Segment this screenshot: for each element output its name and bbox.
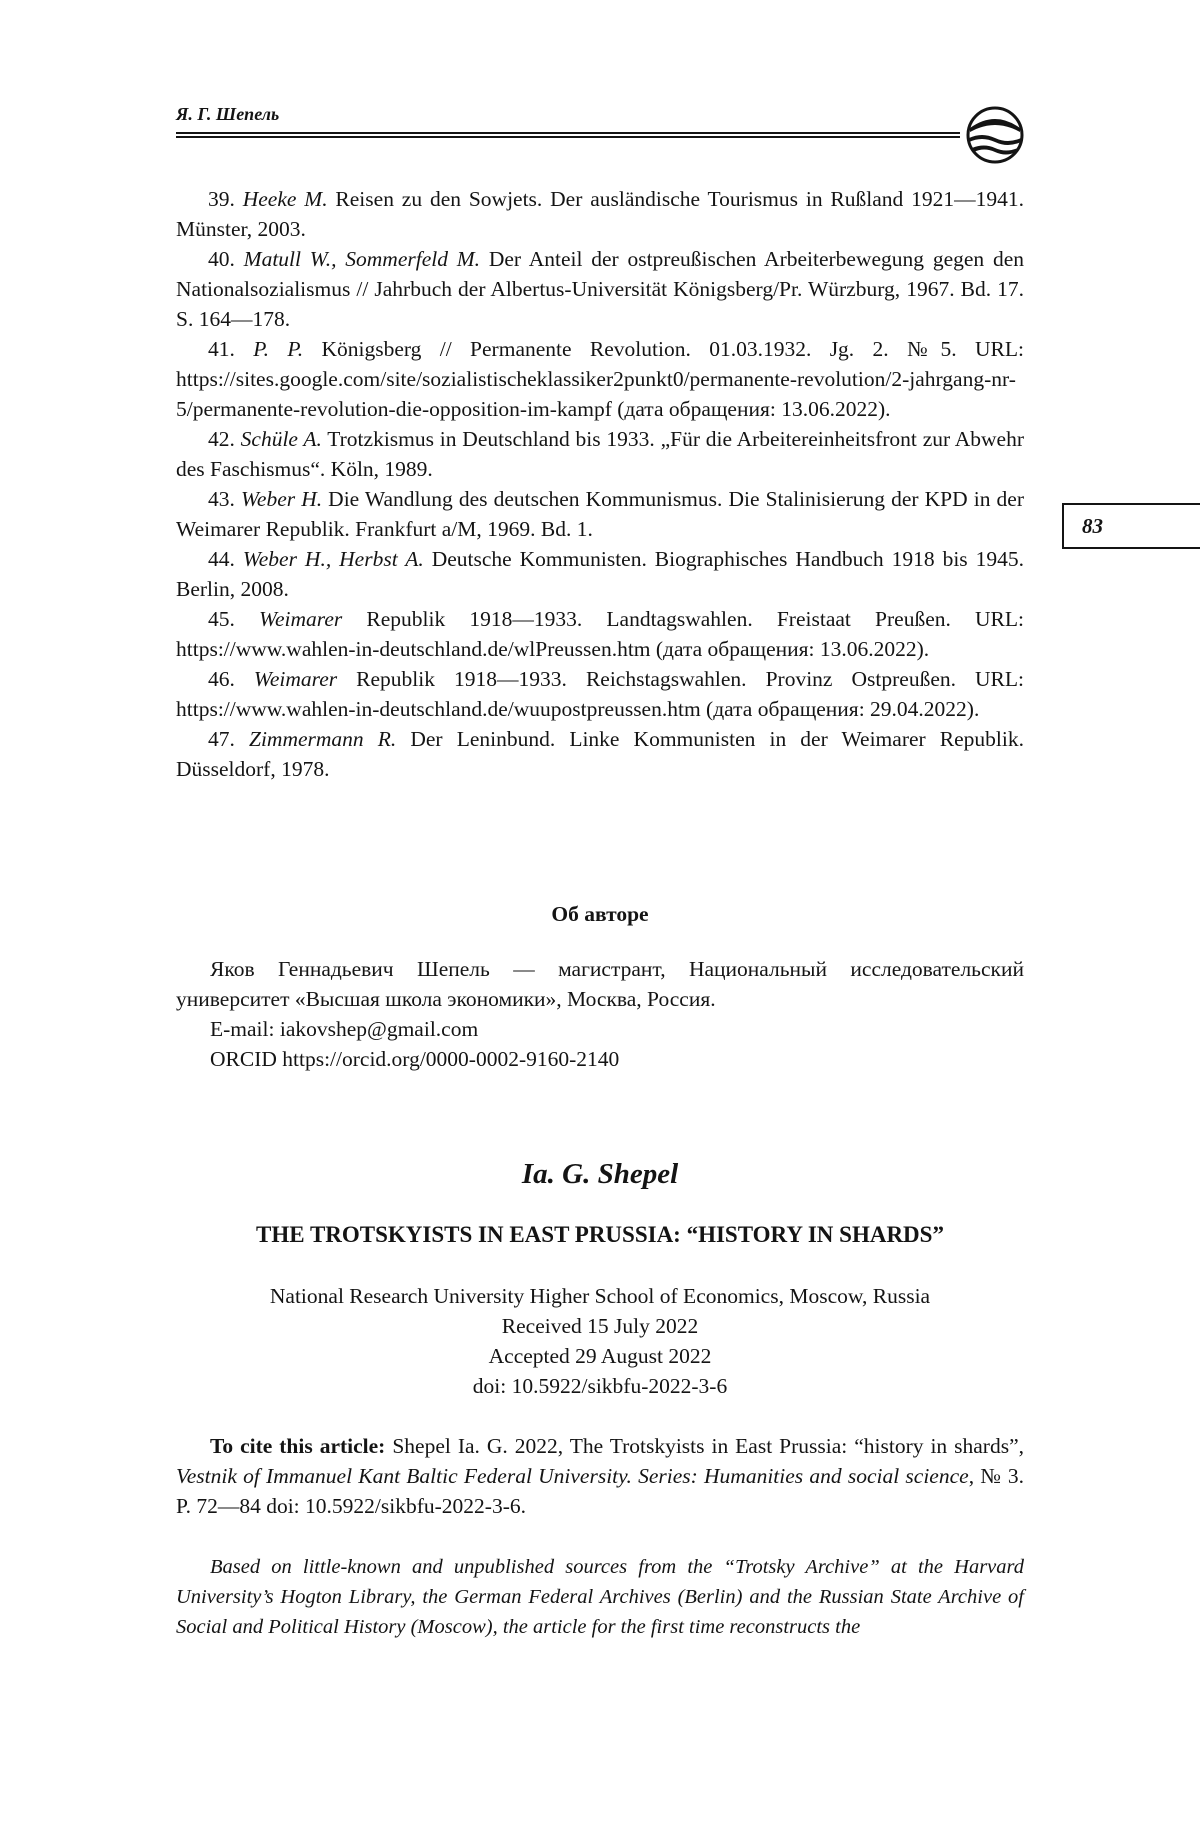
about-author-heading: Об авторе	[551, 902, 649, 926]
reference-number: 40.	[208, 247, 235, 271]
author-email: E-mail: iakovshep@gmail.com	[210, 1017, 479, 1041]
header-rule	[176, 136, 960, 138]
reference-text: Trotzkismus in Deutschland bis 1933. „Für die Arbeitereinheitsfront zur Abwehr des Faschismus“. Köln, 1989.	[176, 427, 1024, 481]
reference-item	[176, 424, 1024, 484]
reference-text: Reisen zu den Sowjets. Der ausländische Tourismus in Rußland 1921—1941. Münster, 2003.	[176, 187, 1025, 241]
about-author-section	[176, 954, 1024, 1074]
reference-author: Weber H.	[240, 487, 323, 511]
cite-text-end: , № 3. P. 72—84 doi: 10.5922/sikbfu-2022-3-6.	[176, 1464, 1025, 1518]
cite-journal: Vestnik of Immanuel Kant Baltic Federal University. Series: Humanities and social science	[176, 1464, 969, 1488]
reference-author: Schüle A.	[240, 427, 322, 451]
reference-item	[176, 184, 1024, 244]
english-title: THE TROTSKYISTS IN EAST PRUSSIA: “HISTORY IN SHARDS”	[256, 1222, 944, 1247]
reference-author: Heeke M.	[242, 187, 328, 211]
reference-text: Republik 1918—1933. Reichstagswahlen. Provinz Ostpreußen. URL: https://www.wahlen-in-deutschland.de/wuupostpreussen.htm (дата обращения: 29.04.2022).	[176, 667, 1024, 721]
reference-number: 46.	[208, 667, 235, 691]
reference-item	[176, 544, 1024, 604]
running-head-author: Я. Г. Шепель	[176, 104, 280, 124]
reference-text: Republik 1918—1933. Landtagswahlen. Freistaat Preußen. URL: https://www.wahlen-in-deutschland.de/wlPreussen.htm (дата обращения: 13.06.2022).	[176, 607, 1024, 661]
abstract-text: Based on little-known and unpublished sources from the “Trotsky Archive” at the Harvard University’s Hogton Library, the German Federal Archives (Berlin) and the Russian State Archive of Social and Political History (Moscow), the article for the first time reconstructs the	[176, 1556, 1024, 1638]
cite-label: To cite this article:	[210, 1434, 386, 1458]
reference-item	[176, 484, 1024, 544]
reference-number: 42.	[208, 427, 235, 451]
cite-text: Shepel Ia. G. 2022, The Trotskyists in East Prussia: “history in shards”,	[385, 1434, 1024, 1458]
reference-number: 44.	[208, 547, 235, 571]
reference-number: 41.	[208, 337, 235, 361]
author-orcid: ORCID https://orcid.org/0000-0002-9160-2140	[210, 1047, 620, 1071]
affiliation: National Research University Higher School of Economics, Moscow, Russia	[269, 1284, 931, 1308]
reference-item	[176, 664, 1024, 724]
reference-item	[176, 334, 1024, 424]
reference-author: Matull W., Sommerfeld M.	[243, 247, 481, 271]
reference-author: Weimarer	[259, 607, 343, 631]
reference-number: 45.	[208, 607, 235, 631]
english-author: Ia. G. Shepel	[521, 1158, 679, 1190]
reference-author: Zimmermann R.	[248, 727, 397, 751]
reference-author: P. P.	[253, 337, 304, 361]
author-bio: Яков Геннадьевич Шепель — магистрант, Национальный исследовательский университет «Высшая школа экономики», Москва, Россия.	[176, 957, 1024, 1011]
doi: doi: 10.5922/sikbfu-2022-3-6	[472, 1374, 728, 1398]
reference-author: Weimarer	[253, 667, 338, 691]
reference-list	[176, 184, 1024, 784]
english-meta	[176, 1281, 1024, 1401]
reference-text: Der Leninbund. Linke Kommunisten in der Weimarer Republik. Düsseldorf, 1978.	[176, 727, 1024, 781]
reference-item	[176, 724, 1024, 784]
journal-logo-icon	[964, 104, 1026, 166]
received-date: Received 15 July 2022	[501, 1314, 699, 1338]
page-number-box	[1062, 503, 1200, 549]
accepted-date: Accepted 29 August 2022	[488, 1344, 712, 1368]
header-rule	[176, 132, 960, 134]
reference-number: 47.	[208, 727, 235, 751]
page-number: 83	[1082, 514, 1103, 538]
reference-text: Der Anteil der ostpreußischen Arbeiterbewegung gegen den Nationalsozialismus // Jahrbuch der Albertus-Universität Königsberg/Pr. Würzburg, 1967. Bd. 17. S. 164—178.	[176, 247, 1024, 331]
reference-text: Deutsche Kommunisten. Biographisches Handbuch 1918 bis 1945. Berlin, 2008.	[176, 547, 1024, 601]
reference-item	[176, 604, 1024, 664]
reference-text: Die Wandlung des deutschen Kommunismus. Die Stalinisierung der KPD in der Weimarer Republik. Frankfurt a/M, 1969. Bd. 1.	[176, 487, 1024, 541]
citation-block	[176, 1431, 1024, 1521]
reference-text: Königsberg // Permanente Revolution. 01.03.1932. Jg. 2. №5. URL: https://sites.google.com/site/sozialistischeklassiker2punkt0/permanente-revolution/2-jahrgang-nr-5/permanente-revolution-die-opposition-im-kampf (дата обращения: 13.06.2022).	[176, 337, 1024, 421]
abstract	[176, 1552, 1024, 1642]
reference-item	[176, 244, 1024, 334]
reference-author: Weber H., Herbst A.	[242, 547, 424, 571]
reference-number: 43.	[208, 487, 235, 511]
reference-number: 39.	[208, 187, 235, 211]
citation-paragraph	[176, 1431, 1024, 1521]
